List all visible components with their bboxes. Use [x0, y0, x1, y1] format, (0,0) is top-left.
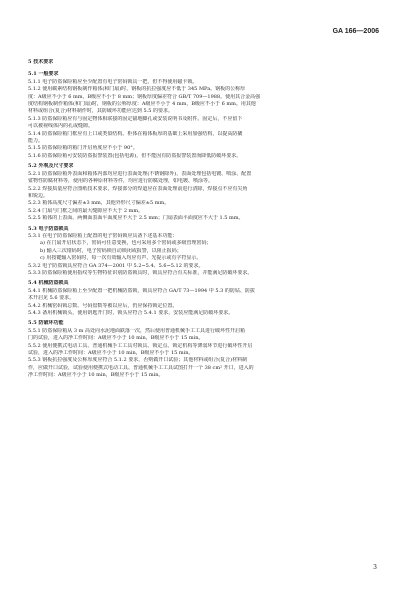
text-line: 5.1.3 防盗保险箱应有与固定物体相联接的固定锚地脚孔或安装说明书及附件。固定后，不应留下	[28, 115, 243, 122]
text-line: 5.2.5 箱体的上表面、两侧面表面平面度应不大于 2.5 mm；门扇表面平面度应不大于 1.5 mm。	[28, 215, 244, 222]
section-heading: 5.4 机械防盗锁具	[28, 280, 69, 287]
text-line: 5.3.3 防盗保险箱使用指纹等生物特征识别防盗锁具时，锁具应符合有关标准，并能满足防破坏要求。	[28, 269, 253, 276]
document-id: GA 166—2006	[332, 28, 379, 35]
text-line: c) 用按键输入密码时，每一次有效输入均应有声、光提示或有字符显示。	[40, 255, 202, 262]
text-line: b) 输入三次错码时，电子密码锁自动锁闭或报警，以阻止报码；	[40, 247, 182, 254]
text-line: 和锐边。	[28, 192, 49, 199]
section-heading: 5 技术要求	[28, 59, 54, 65]
section-heading: 5.2 外观及尺寸要求	[28, 163, 74, 170]
text-line: 5.1.1 电子防盗保险箱应至少配置有电子密码锁具一把，但不得使用磁卡锁。	[28, 78, 198, 85]
text-line: 5.4.3 备用机械锁头，使用钥匙开门时，锁头应符合 5.4.1 要求，安装应能满足防破坏要求。	[28, 310, 234, 316]
text-line: 5.2.4 门扇与门框之间的最大缝隙应不大于 2 mm。	[28, 207, 144, 214]
section-heading: 5.3 电子防盗锁具	[28, 225, 69, 232]
text-line: 试验，进入的净工作时间：A级应不小于 10 min，B级应不小于 15 min。	[28, 350, 194, 357]
text-line: 度：A级应不小于 6 mm，B级应不小于 8 mm；钢板厚度偏差符合 GB/T 709—1988。使用其合金高强	[28, 93, 261, 100]
text-line: 5.1.2 使用碳素结构钢板制作箱体(和门扇)时，钢板的抗拉强度应不低于 345 MPa。钢板的公称厚	[28, 86, 246, 93]
text-line: 5.4.2 机械密码锁总数、号码盘数等被以应后，仍应保持锁定位置。	[28, 302, 178, 309]
text-line: 5.5.3 钢板抗拉强度及公称厚度应符合 5.1.2 要求，否则做开口试验；其他材料或组合(复合)材料制	[28, 357, 248, 364]
text-line: 术开启见 5.6 要求。	[28, 295, 75, 302]
text-line: 5.1.6 防盗保险箱可安装防盗报警装置(包括电源)，但不能因有防盗报警装置而降低防破坏要求。	[28, 152, 242, 159]
text-line: 5.3.2 电子防盗锁具应符合 GA 374—2001 中 5.2~5.4、5.6~5.12 的要求。	[28, 262, 204, 269]
page-number: 3	[373, 564, 377, 571]
text-line: 5.2.1 防盗保险箱外表面和箱体内部均应进行表面处理(不锈钢除外)，表面处理包括电镀、喷涂、配置	[28, 170, 252, 177]
text-line: 门的试验，进入的净工作时间：A级应不小于 10 min，B级应不小于 15 min。	[28, 335, 204, 342]
document-body	[28, 55, 379, 380]
text-line: 作，应做开口试验，试验使用便携式电动工具、普通机械手工工具试图打开一个 38 cm² 开口，进入的	[28, 364, 254, 371]
text-line: a) 在门扇开启状态下，密码可任意变换，也可采用多个密码或多级管理密码；	[40, 240, 212, 247]
text-line: 度结构钢板制作箱体(和门扇)时，钢板的公称厚度：A级应不小于 4 mm，B级应不小于 6 mm。用其他	[28, 101, 256, 108]
section-heading: 5.5 防破坏功能	[28, 320, 64, 327]
text-line: 材料或组合(复合)材料制作时，其防破坏功能应达到 5.5 的要求。	[28, 108, 174, 115]
text-line: 5.2.2 焊接质量应符合图纸技术要求，焊接部分的焊道应在表面处理前进行清除，焊接点不应有尖角	[28, 185, 248, 192]
text-line: 鲨物性防腐材料等，使用的各种原材料等件，均应进行防腐处理，如电镀、喷涂等。	[28, 178, 214, 185]
section-heading: 5.1 一般要求	[28, 71, 59, 78]
text-line: 能力。	[28, 138, 44, 145]
text-line: 可以被视线体内的孔或缝隙。	[28, 123, 94, 130]
text-line: 5.1.5 防盗保险箱的箱门开启角度应不小于 90°。	[28, 145, 138, 152]
text-line: 5.5.1 防盗保险箱从 3 m 高处向水泥地面跌落一次，然后使用普通机械手工工具进行破坏性开启箱	[28, 327, 246, 334]
text-line: 5.4.1 机械防盗保险箱上至少配置一把机械防盗锁，锁具应符合 GA/T 73—1994 中 5.3 的防钻、防拔	[28, 287, 255, 294]
text-line: 5.2.3 箱体高度尺寸偏差±3 mm，其他外形尺寸偏差±5 mm。	[28, 200, 170, 207]
text-line: 5.1.4 防盗保险箱门框应有上口或类似结构。柜体在箱体板厚的基础上采用加强结构，以提高防撬	[28, 130, 243, 137]
text-line: 净工作时间：A级应不小于 10 min，B级应不小于 15 min。	[28, 372, 164, 379]
text-line: 5.5.2 使用便携式电动工具、普通机械手工工具对锁具、锁定点、锁定机构等薄弱环节进行破坏性开启	[28, 342, 253, 349]
text-line: 5.3.1 在电子防盗保险箱上配置的电子密码锁应具备下述基本功能：	[28, 232, 178, 239]
